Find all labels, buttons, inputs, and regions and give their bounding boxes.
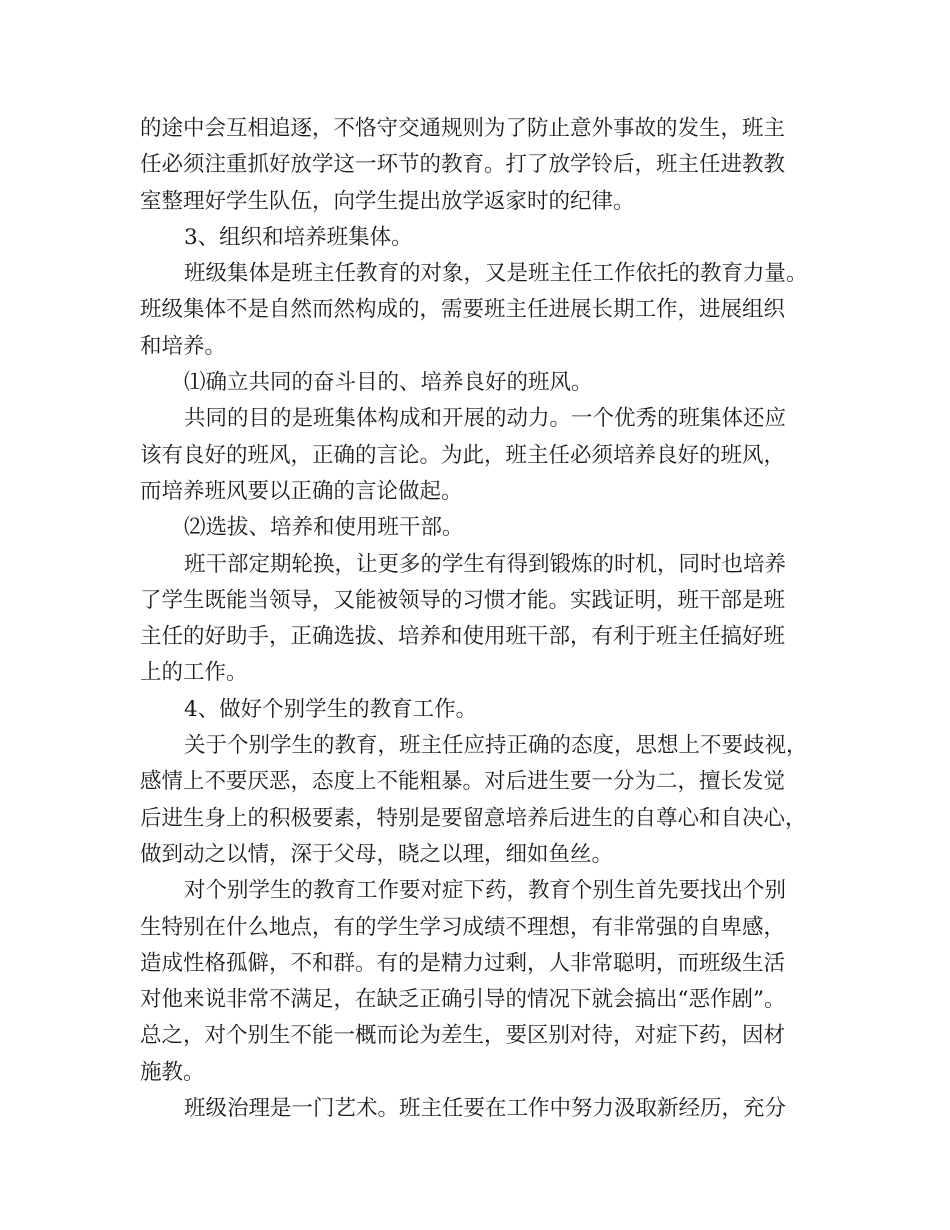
text-line: 做到动之以情，深于父母，晓之以理，细如鱼丝。: [140, 841, 614, 867]
text-line: 班级治理是一门艺术。班主任要在工作中努力汲取新经历，充分: [184, 1096, 787, 1122]
text-line: 总之，对个别生不能一概而论为差生，要区别对待，对症下药，因材: [140, 1023, 786, 1049]
text-line: 对他来说非常不满足，在缺乏正确引导的情况下就会搞出“恶作剧”。: [140, 987, 786, 1013]
text-line: 主任的好助手，正确选拔、培养和使用班干部，有利于班主任搞好班: [140, 624, 786, 650]
text-line: 造成性格孤僻，不和群。有的是精力过剩，人非常聪明，而班级生活: [140, 950, 786, 976]
text-line: 对个别学生的教育工作要对症下药，教育个别生首先要找出个别: [184, 878, 787, 904]
text-line: 感情上不要厌恶，态度上不能粗暴。对后进生要一分为二，擅长发觉: [140, 769, 786, 795]
text-line: 生特别在什么地点，有的学生学习成绩不理想，有非常强的自卑感，: [140, 914, 786, 940]
document-body: [140, 111, 835, 1127]
text-line: 3、组织和培养班集体。: [184, 224, 413, 250]
text-line: 了学生既能当领导，又能被领导的习惯才能。实践证明，班干部是班: [140, 587, 786, 613]
text-line: 班级集体是班主任教育的对象，又是班主任工作依托的教育力量。: [184, 261, 808, 287]
text-line: 室整理好学生队伍，向学生提出放学返家时的纪律。: [140, 188, 635, 214]
text-line: 任必须注重抓好放学这一环节的教育。打了放学铃后，班主任进教教: [140, 152, 786, 178]
text-line: ⑴确立共同的奋斗目的、培养良好的班风。: [184, 370, 593, 396]
text-line: 上的工作。: [140, 660, 248, 686]
text-line: 而培养班风要以正确的言论做起。: [140, 478, 463, 504]
text-line: 后进生身上的积极要素，特别是要留意培养后进生的自尊心和自决心，: [140, 805, 807, 831]
text-line: 共同的目的是班集体构成和开展的动力。一个优秀的班集体还应: [184, 406, 787, 432]
text-line: 施教。: [140, 1059, 205, 1085]
text-line: 班干部定期轮换，让更多的学生有得到锻炼的时机，同时也培养: [184, 551, 787, 577]
text-line: 和培养。: [140, 333, 227, 359]
text-line: 班级集体不是自然而然构成的，需要班主任进展长期工作，进展组织: [140, 297, 786, 323]
text-line: 该有良好的班风，正确的言论。为此，班主任必须培养良好的班风，: [140, 442, 786, 468]
text-line: 4、做好个别学生的教育工作。: [184, 696, 478, 722]
text-line: ⑵选拔、培养和使用班干部。: [184, 515, 464, 541]
text-line: 关于个别学生的教育，班主任应持正确的态度，思想上不要歧视，: [184, 733, 808, 759]
text-line: 的途中会互相追逐，不恪守交通规则为了防止意外事故的发生，班主: [140, 116, 786, 141]
